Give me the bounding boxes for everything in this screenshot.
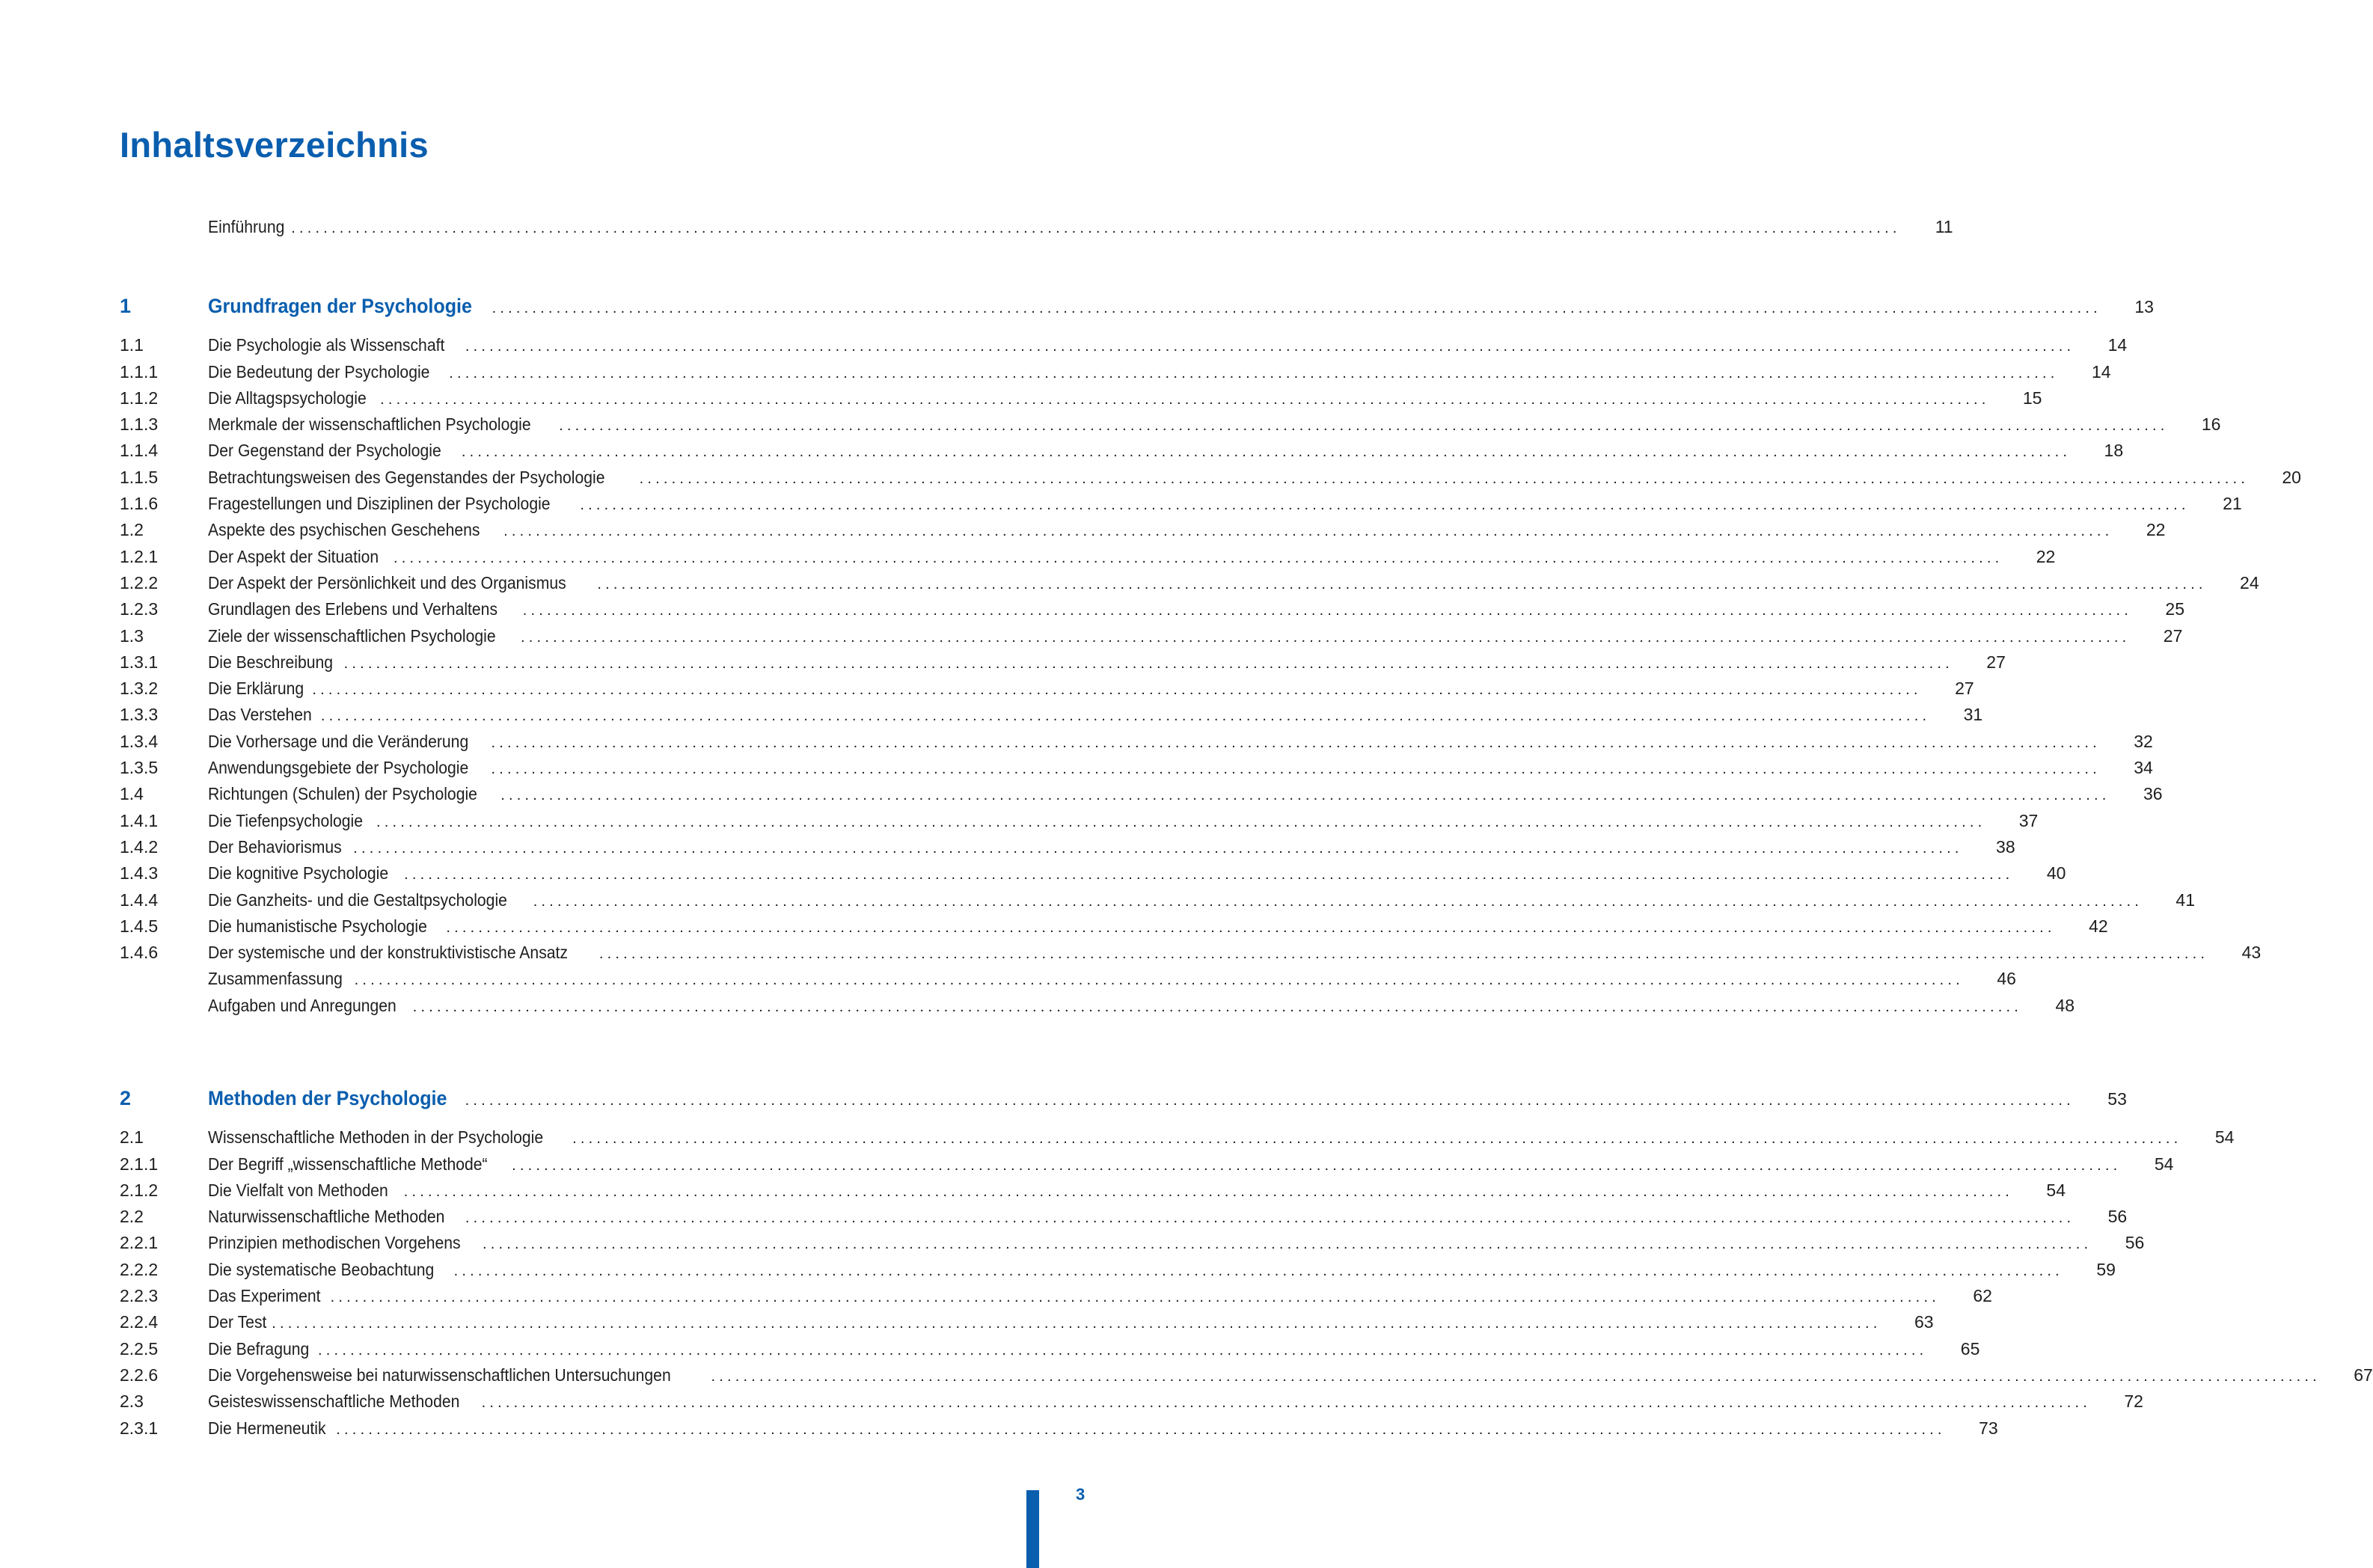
- toc-entry[interactable]: [120, 625, 2183, 652]
- toc-entry-title-wrap: [208, 335, 2075, 355]
- toc-entry[interactable]: [120, 1127, 2235, 1154]
- toc-entry-page: 67: [2354, 1365, 2373, 1385]
- leader-dots: ........................................................................................................................................................................................................: [465, 338, 2075, 355]
- toc-entry-title: Die humanistische Psychologie: [208, 916, 427, 936]
- toc-entry-title-wrap: [208, 1180, 2013, 1201]
- toc-entry-page: 36: [2143, 784, 2163, 804]
- toc-entry-number: 1.3: [120, 625, 144, 646]
- toc-entry-title: Aspekte des psychischen Geschehens: [208, 520, 480, 540]
- toc-entry-number: 1.4: [120, 784, 144, 804]
- toc-entry-title: Wissenschaftliche Methoden in der Psychologie: [208, 1127, 544, 1148]
- toc-entry-page: 62: [1973, 1286, 1992, 1306]
- leader-dots: ........................................................................................................................................................................................................: [453, 1262, 2063, 1279]
- toc-entry[interactable]: [120, 441, 2124, 467]
- toc-entry-number: 1.1.1: [120, 361, 159, 382]
- toc-entry-title-wrap: [208, 784, 2110, 804]
- toc-entry-title: Die Vorhersage und die Veränderung: [208, 731, 469, 751]
- toc-entry[interactable]: [120, 335, 2128, 361]
- leader-dots: ........................................................................................................................................................................................................: [572, 1130, 2182, 1148]
- leader-dots: ........................................................................................................................................................................................................: [465, 1092, 2075, 1109]
- toc-entry[interactable]: [120, 836, 2015, 863]
- toc-entry[interactable]: [120, 705, 1983, 731]
- toc-entry-page: 18: [2104, 441, 2124, 461]
- toc-entry-page: 54: [2154, 1154, 2174, 1174]
- toc-entry[interactable]: [120, 863, 2066, 889]
- toc-entry[interactable]: [120, 969, 2016, 995]
- toc-entry-title: Die Vorgehensweise bei naturwissenschaftlichen Untersuchungen: [208, 1365, 671, 1385]
- toc-entry-title: Fragestellungen und Disziplinen der Psychologie: [208, 494, 551, 514]
- toc-entry-number: 1.4.6: [120, 943, 159, 963]
- toc-entry[interactable]: [120, 731, 2153, 758]
- toc-entry-title-wrap: [208, 573, 2207, 593]
- toc-chapter-1: [120, 295, 2301, 1022]
- toc-entry[interactable]: [120, 1233, 2145, 1259]
- toc-entry-title: Die Vielfalt von Methoden: [208, 1180, 388, 1200]
- page-number: 3: [1076, 1485, 1086, 1504]
- toc-entry[interactable]: [120, 916, 2108, 943]
- toc-entry-number: 1.1.5: [120, 467, 159, 487]
- toc-entry-number: 2.2.2: [120, 1259, 159, 1279]
- toc-entry-title: Die Bedeutung der Psychologie: [208, 361, 430, 382]
- toc-entry-title: Grundfragen der Psychologie: [208, 295, 473, 317]
- toc-entry-number: 1.4.4: [120, 889, 159, 910]
- toc-entry-number: 1.4.2: [120, 836, 159, 857]
- toc-entry[interactable]: [120, 414, 2221, 441]
- toc-entry-number: 1.1: [120, 335, 144, 355]
- toc-entry-title-wrap: [208, 1418, 1946, 1439]
- toc-entry-title: Der Test: [208, 1312, 267, 1332]
- toc-entry[interactable]: [120, 572, 2259, 599]
- leader-dots: ........................................................................................................................................................................................................: [291, 220, 1901, 236]
- toc-entry-title-wrap: [208, 969, 1964, 989]
- leader-dots: ........................................................................................................................................................................................................: [336, 1421, 1946, 1438]
- toc-entry-number: 1.2.3: [120, 599, 159, 619]
- toc-entry-title-wrap: [208, 732, 2101, 752]
- toc-entry-page: 42: [2089, 916, 2108, 936]
- toc-entry-title-wrap: [208, 414, 2168, 435]
- toc-entry-title: Richtungen (Schulen) der Psychologie: [208, 784, 477, 804]
- toc-intro: [120, 217, 1953, 243]
- toc-entry-title: Betrachtungsweisen des Gegenstandes der Psychologie: [208, 467, 605, 487]
- leader-dots: ........................................................................................................................................................................................................: [639, 470, 2249, 487]
- leader-dots: ........................................................................................................................................................................................................: [500, 787, 2110, 804]
- toc-entry-title: Der Begriff „wissenschaftliche Methode“: [208, 1154, 488, 1174]
- toc-entry[interactable]: [120, 599, 2185, 625]
- toc-entry-number: 2.2.1: [120, 1233, 159, 1253]
- leader-dots: ........................................................................................................................................................................................................: [533, 892, 2143, 910]
- toc-entry-title-wrap: [208, 837, 1963, 857]
- toc-entry-title-wrap: [208, 388, 1989, 408]
- toc-entry[interactable]: [120, 679, 1974, 705]
- toc-entry[interactable]: [120, 1312, 1934, 1338]
- toc-entry[interactable]: [120, 652, 2006, 679]
- toc-entry-title-wrap: [208, 1312, 1881, 1332]
- toc-entry-title: Das Experiment: [208, 1286, 321, 1306]
- toc-entry-page: 32: [2134, 731, 2153, 751]
- toc-entry-number: 2.3: [120, 1391, 144, 1412]
- toc-entry[interactable]: [120, 943, 2262, 969]
- toc-entry-page: 27: [1955, 679, 1974, 699]
- toc-entry-title: Zusammenfassung: [208, 969, 343, 989]
- leader-dots: ........................................................................................................................................................................................................: [597, 575, 2207, 592]
- toc-entry-title: Naturwissenschaftliche Methoden: [208, 1207, 445, 1227]
- toc-entry-number: 1.1.6: [120, 494, 159, 514]
- leader-dots: ........................................................................................................................................................................................................: [481, 1394, 2091, 1412]
- leader-dots: ........................................................................................................................................................................................................: [343, 655, 1953, 672]
- leader-dots: ........................................................................................................................................................................................................: [522, 602, 2133, 619]
- toc-entry-number: 1.4.5: [120, 916, 159, 936]
- toc-entry[interactable]: [120, 995, 2075, 1022]
- leader-dots: ........................................................................................................................................................................................................: [330, 1289, 1940, 1306]
- leader-dots: ........................................................................................................................................................................................................: [320, 708, 1931, 725]
- leader-dots: ........................................................................................................................................................................................................: [404, 866, 2014, 883]
- toc-entry-page: 14: [2091, 361, 2111, 382]
- toc-entry-title-wrap: [208, 916, 2056, 937]
- toc-entry-title-wrap: [208, 295, 2101, 318]
- toc-entry-title-wrap: [208, 1391, 2091, 1412]
- toc-entry-page: 73: [1979, 1418, 1998, 1438]
- toc-entry-title-wrap: [208, 626, 2130, 646]
- toc-entry-page: 63: [1914, 1312, 1934, 1332]
- toc-entry-title-wrap: [208, 217, 1901, 237]
- leader-dots: ........................................................................................................................................................................................................: [711, 1368, 2321, 1385]
- leader-dots: ........................................................................................................................................................................................................: [403, 1183, 2014, 1200]
- toc-entry-title-wrap: [208, 1127, 2181, 1148]
- toc-entry-title: Der Aspekt der Persönlichkeit und des Organismus: [208, 572, 566, 592]
- toc-entry-title: Der Aspekt der Situation: [208, 546, 379, 566]
- toc-entry-title: Methoden der Psychologie: [208, 1087, 447, 1109]
- toc-entry-page: 24: [2240, 572, 2259, 592]
- toc-entry-number: 1.4.3: [120, 863, 159, 883]
- toc-entry-number: 2.1.2: [120, 1180, 159, 1200]
- toc-entry-title-wrap: [208, 1233, 2092, 1253]
- leader-dots: ........................................................................................................................................................................................................: [512, 1157, 2122, 1174]
- toc-entry-page: 59: [2096, 1259, 2116, 1279]
- toc-entry-title-wrap: [208, 1286, 1940, 1306]
- leader-dots: ........................................................................................................................................................................................................: [492, 300, 2101, 316]
- leader-dots: ........................................................................................................................................................................................................: [380, 391, 1990, 408]
- toc-entry-title: Die Erklärung: [208, 679, 304, 699]
- leader-dots: ........................................................................................................................................................................................................: [353, 839, 1963, 857]
- toc-entry-page: 11: [1935, 217, 1953, 236]
- toc-entry[interactable]: [120, 494, 2242, 520]
- toc-entry-page: 54: [2046, 1180, 2066, 1200]
- toc-entry-page: 22: [2146, 520, 2166, 540]
- leader-dots: ........................................................................................................................................................................................................: [354, 972, 1964, 989]
- toc-entry-title: Ziele der wissenschaftlichen Psychologie: [208, 625, 496, 646]
- toc-entry-title-wrap: [208, 1154, 2121, 1175]
- toc-entry[interactable]: [120, 758, 2153, 784]
- toc-entry-title-wrap: [208, 890, 2143, 910]
- toc-entry-title: Anwendungsgebiete der Psychologie: [208, 758, 469, 778]
- toc-entry-page: 20: [2282, 467, 2301, 487]
- toc-entry-title: Die Hermeneutik: [208, 1418, 326, 1438]
- leader-dots: ........................................................................................................................................................................................................: [482, 1236, 2092, 1253]
- leader-dots: ........................................................................................................................................................................................................: [412, 998, 2023, 1015]
- toc-entry-title-wrap: [208, 652, 1953, 673]
- toc-entry-page: 34: [2134, 758, 2153, 778]
- toc-entry-page: 13: [2134, 297, 2154, 316]
- leader-dots: ........................................................................................................................................................................................................: [394, 549, 2003, 566]
- toc-entry-number: 2.3.1: [120, 1418, 159, 1438]
- toc-entry-page: 53: [2107, 1089, 2127, 1109]
- toc-entry-title-wrap: [208, 996, 2022, 1016]
- toc-entry-page: 56: [2125, 1233, 2145, 1253]
- toc-chapter-2: [120, 1087, 2373, 1445]
- toc-entry-title-wrap: [208, 362, 2059, 382]
- toc-entry-title: Die Ganzheits- und die Gestaltpsychologie: [208, 889, 507, 910]
- toc-entry-number: 1.3.4: [120, 731, 159, 751]
- toc-entry-number: 1.3.3: [120, 705, 159, 725]
- toc-entry-page: 72: [2124, 1391, 2143, 1412]
- toc-entry[interactable]: [120, 388, 2042, 414]
- toc-entry-title: Die Psychologie als Wissenschaft: [208, 335, 445, 355]
- leader-dots: ........................................................................................................................................................................................................: [272, 1315, 1881, 1332]
- leader-dots: ........................................................................................................................................................................................................: [312, 682, 1922, 699]
- toc-entry-title-wrap: [208, 1260, 2063, 1280]
- toc-entry-title: Aufgaben und Anregungen: [208, 995, 396, 1015]
- toc-entry-page: 46: [1997, 969, 2016, 989]
- toc-entry-number: 1: [120, 295, 132, 317]
- toc-entry-number: 1.4.1: [120, 810, 159, 830]
- toc-entry-title-wrap: [208, 679, 1922, 699]
- toc-entry-page: 37: [2018, 810, 2039, 830]
- toc-entry[interactable]: [120, 546, 2056, 573]
- toc-entry-title: Grundlagen des Erlebens und Verhaltens: [208, 599, 498, 619]
- toc-entry-title: Die Beschreibung: [208, 652, 334, 672]
- toc-entry[interactable]: [120, 1418, 1998, 1445]
- toc-entry-title-wrap: [208, 1087, 2075, 1110]
- leader-dots: ........................................................................................................................................................................................................: [465, 1210, 2075, 1227]
- toc-entry-page: 41: [2175, 889, 2196, 910]
- toc-entry-title-wrap: [208, 1339, 1927, 1359]
- toc-entry-number: 1.1.4: [120, 441, 159, 461]
- toc-entry-page: 40: [2046, 863, 2066, 883]
- toc-entry[interactable]: [120, 467, 2301, 494]
- toc-entry-page: 38: [1996, 836, 2015, 857]
- toc-entry-page: 27: [2163, 625, 2183, 646]
- toc-entry[interactable]: [120, 784, 2163, 810]
- toc-entry-title: Das Verstehen: [208, 705, 312, 725]
- toc-entry-number: 1.2.1: [120, 546, 159, 566]
- toc-entry-title-wrap: [208, 547, 2003, 567]
- leader-dots: ........................................................................................................................................................................................................: [449, 364, 2059, 382]
- toc-entry-page: 27: [1986, 652, 2006, 672]
- toc-entry-page: 43: [2241, 943, 2262, 963]
- toc-entry[interactable]: [120, 1391, 2143, 1418]
- toc-entry-title: Die Befragung: [208, 1338, 310, 1359]
- toc-entry-number: 2.1.1: [120, 1154, 159, 1174]
- page-title: Inhaltsverzeichnis: [120, 125, 429, 165]
- leader-dots: ........................................................................................................................................................................................................: [559, 417, 2169, 435]
- toc-entry[interactable]: [120, 810, 2039, 837]
- toc-entry-number: 1.3.2: [120, 679, 159, 699]
- toc-entry[interactable]: [120, 1180, 2066, 1207]
- toc-entry-number: 2.1: [120, 1127, 144, 1148]
- toc-entry[interactable]: [120, 889, 2196, 916]
- page-marker-bar: [1026, 1490, 1039, 1568]
- toc-entry[interactable]: [120, 1207, 2128, 1233]
- toc-entry-title: Die Alltagspsychologie: [208, 388, 367, 408]
- toc-entry-title-wrap: [208, 1207, 2075, 1227]
- toc-entry-number: 1.1.3: [120, 414, 159, 435]
- toc-entry-title: Der systemische und der konstruktivistische Ansatz: [208, 943, 569, 963]
- toc-entry-page: 54: [2214, 1127, 2235, 1148]
- toc-entry-title: Die Tiefenpsychologie: [208, 810, 364, 830]
- toc-entry-title: Der Behaviorismus: [208, 836, 342, 857]
- toc-entry-number: 1.2: [120, 520, 144, 540]
- toc-entry-title-wrap: [208, 705, 1930, 725]
- toc-entry-page: 56: [2107, 1207, 2128, 1227]
- toc-entry[interactable]: [120, 1154, 2174, 1180]
- toc-entry-title-wrap: [208, 599, 2132, 619]
- toc-entry[interactable]: [120, 1286, 1992, 1312]
- toc-entry-title-wrap: [208, 758, 2101, 778]
- toc-entry-number: 1.2.2: [120, 572, 159, 592]
- leader-dots: ........................................................................................................................................................................................................: [491, 761, 2101, 778]
- toc-entry-number: 2.2.4: [120, 1312, 159, 1332]
- toc-entry-page: 16: [2201, 414, 2221, 435]
- toc-entry-title: Der Gegenstand der Psychologie: [208, 441, 441, 461]
- toc-entry[interactable]: [120, 1338, 1980, 1365]
- toc-entry-page: 65: [1960, 1338, 1980, 1359]
- toc-entry-title-wrap: [208, 468, 2249, 488]
- toc-entry-title: Geisteswissenschaftliche Methoden: [208, 1391, 460, 1412]
- toc-entry[interactable]: [120, 1365, 2373, 1391]
- toc-entry-title-wrap: [208, 441, 2071, 461]
- toc-entry-page: 22: [2036, 546, 2056, 566]
- toc-entry-page: 14: [2107, 335, 2128, 355]
- toc-entry-title: Einführung: [208, 217, 285, 236]
- leader-dots: ........................................................................................................................................................................................................: [598, 946, 2209, 963]
- toc-entry-title: Prinzipien methodischen Vorgehens: [208, 1233, 461, 1253]
- toc-entry-number: 1.3.1: [120, 652, 159, 672]
- leader-dots: ........................................................................................................................................................................................................: [461, 444, 2072, 461]
- leader-dots: ........................................................................................................................................................................................................: [580, 497, 2190, 514]
- toc-entry-title-wrap: [208, 520, 2113, 540]
- toc-entry-title: Die kognitive Psychologie: [208, 863, 389, 883]
- toc-entry-title-wrap: [208, 943, 2208, 963]
- leader-dots: ........................................................................................................................................................................................................: [446, 919, 2056, 936]
- leader-dots: ........................................................................................................................................................................................................: [491, 734, 2101, 751]
- leader-dots: ........................................................................................................................................................................................................: [503, 523, 2113, 540]
- leader-dots: ........................................................................................................................................................................................................: [318, 1341, 1928, 1359]
- toc-entry-number: 2.2.3: [120, 1286, 159, 1306]
- toc-entry[interactable]: [120, 361, 2111, 388]
- toc-entry-number: 1.1.2: [120, 388, 159, 408]
- toc-entry-title-wrap: [208, 1365, 2321, 1385]
- toc-entry-number: 2.2.6: [120, 1365, 159, 1385]
- toc-entry-number: 2.2: [120, 1207, 144, 1227]
- toc-entry-title-wrap: [208, 811, 1985, 831]
- toc-entry-page: 31: [1963, 705, 1983, 725]
- toc-chapter-heading[interactable]: [120, 295, 2154, 321]
- toc-entry-title-wrap: [208, 494, 2190, 514]
- leader-dots: ........................................................................................................................................................................................................: [376, 813, 1986, 830]
- toc-chapter-heading[interactable]: [120, 1087, 2127, 1113]
- toc-entry[interactable]: [120, 520, 2166, 546]
- toc-entry-page: 15: [2022, 388, 2042, 408]
- toc-entry[interactable]: [120, 217, 1953, 243]
- toc-entry-number: 1.3.5: [120, 758, 159, 778]
- toc-entry-title: Die systematische Beobachtung: [208, 1259, 435, 1279]
- toc-entry-number: 2: [120, 1087, 132, 1109]
- toc-entry[interactable]: [120, 1259, 2116, 1286]
- toc-entry-title-wrap: [208, 863, 2013, 883]
- toc-entry-page: 48: [2055, 995, 2075, 1015]
- leader-dots: ........................................................................................................................................................................................................: [521, 628, 2131, 646]
- toc-entry-number: 2.2.5: [120, 1338, 159, 1359]
- toc-entry-page: 25: [2165, 599, 2185, 619]
- toc-entry-title: Merkmale der wissenschaftlichen Psychologie: [208, 414, 531, 435]
- toc-entry-page: 21: [2223, 494, 2242, 514]
